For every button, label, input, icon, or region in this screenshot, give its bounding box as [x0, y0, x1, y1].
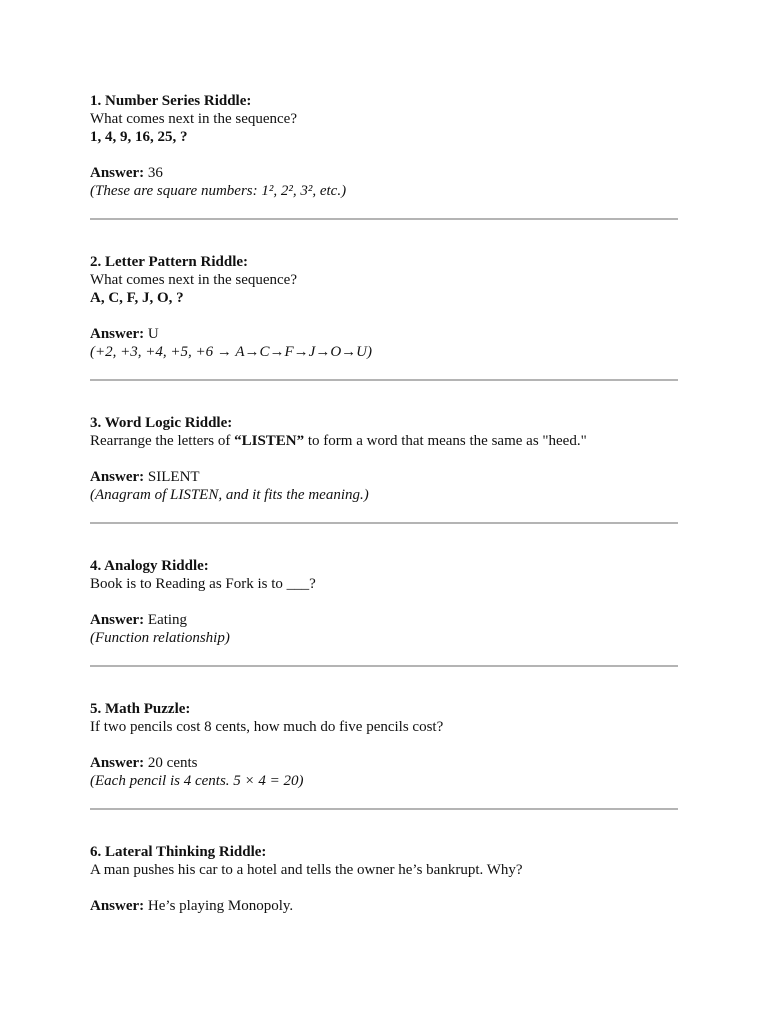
riddle-heading: 5. Math Puzzle: — [90, 701, 191, 717]
riddle-question: A man pushes his car to a hotel and tells the owner he’s bankrupt. Why? — [90, 862, 523, 878]
answer-label: Answer: — [90, 898, 145, 914]
riddle-heading: 4. Analogy Riddle: — [90, 558, 209, 574]
riddle-question: What comes next in the sequence? — [90, 111, 297, 127]
riddle-question: Book is to Reading as Fork is to ___? — [90, 576, 316, 592]
riddle-answer — [90, 611, 678, 629]
answer-text: 36 — [144, 165, 163, 181]
riddle-sequence: 1, 4, 9, 16, 25, ? — [90, 129, 188, 145]
riddle-5 — [90, 700, 678, 790]
question-text-pre: Rearrange the letters of — [90, 433, 235, 449]
riddle-answer — [90, 164, 678, 182]
riddle-heading: 6. Lateral Thinking Riddle: — [90, 844, 267, 860]
answer-text: SILENT — [144, 469, 200, 485]
riddle-3 — [90, 414, 678, 504]
riddle-heading: 1. Number Series Riddle: — [90, 93, 252, 109]
riddle-explanation: (These are square numbers: 1², 2², 3², etc.) — [90, 183, 347, 199]
answer-label: Answer: — [90, 469, 145, 485]
riddle-question — [90, 432, 678, 450]
answer-text: Eating — [144, 612, 188, 628]
question-word: “LISTEN” — [234, 433, 305, 449]
answer-text: U — [144, 326, 159, 342]
answer-text: 20 cents — [144, 755, 198, 771]
riddle-explanation: (Each pencil is 4 cents. 5 × 4 = 20) — [90, 773, 304, 789]
answer-label: Answer: — [90, 326, 145, 342]
riddle-explanation: (Anagram of LISTEN, and it fits the meaning.) — [90, 487, 369, 503]
riddle-4 — [90, 557, 678, 647]
answer-label: Answer: — [90, 755, 145, 771]
answer-text: He’s playing Monopoly. — [144, 898, 294, 914]
riddle-heading: 2. Letter Pattern Riddle: — [90, 254, 249, 270]
riddle-answer — [90, 468, 678, 486]
riddle-explanation: (+2, +3, +4, +5, +6 → A→C→F→J→O→U) — [90, 344, 372, 360]
document-page — [90, 92, 678, 915]
question-text-post: to form a word that means the same as "heed." — [304, 433, 587, 449]
riddle-6 — [90, 843, 678, 915]
riddle-1 — [90, 92, 678, 200]
riddle-2 — [90, 253, 678, 361]
riddle-explanation: (Function relationship) — [90, 630, 230, 646]
answer-label: Answer: — [90, 165, 145, 181]
riddle-sequence: A, C, F, J, O, ? — [90, 290, 184, 306]
riddle-answer — [90, 325, 678, 343]
answer-label: Answer: — [90, 612, 145, 628]
riddle-question: If two pencils cost 8 cents, how much do five pencils cost? — [90, 719, 444, 735]
riddle-question: What comes next in the sequence? — [90, 272, 297, 288]
riddle-heading: 3. Word Logic Riddle: — [90, 415, 233, 431]
riddle-answer — [90, 897, 678, 915]
riddle-answer — [90, 754, 678, 772]
